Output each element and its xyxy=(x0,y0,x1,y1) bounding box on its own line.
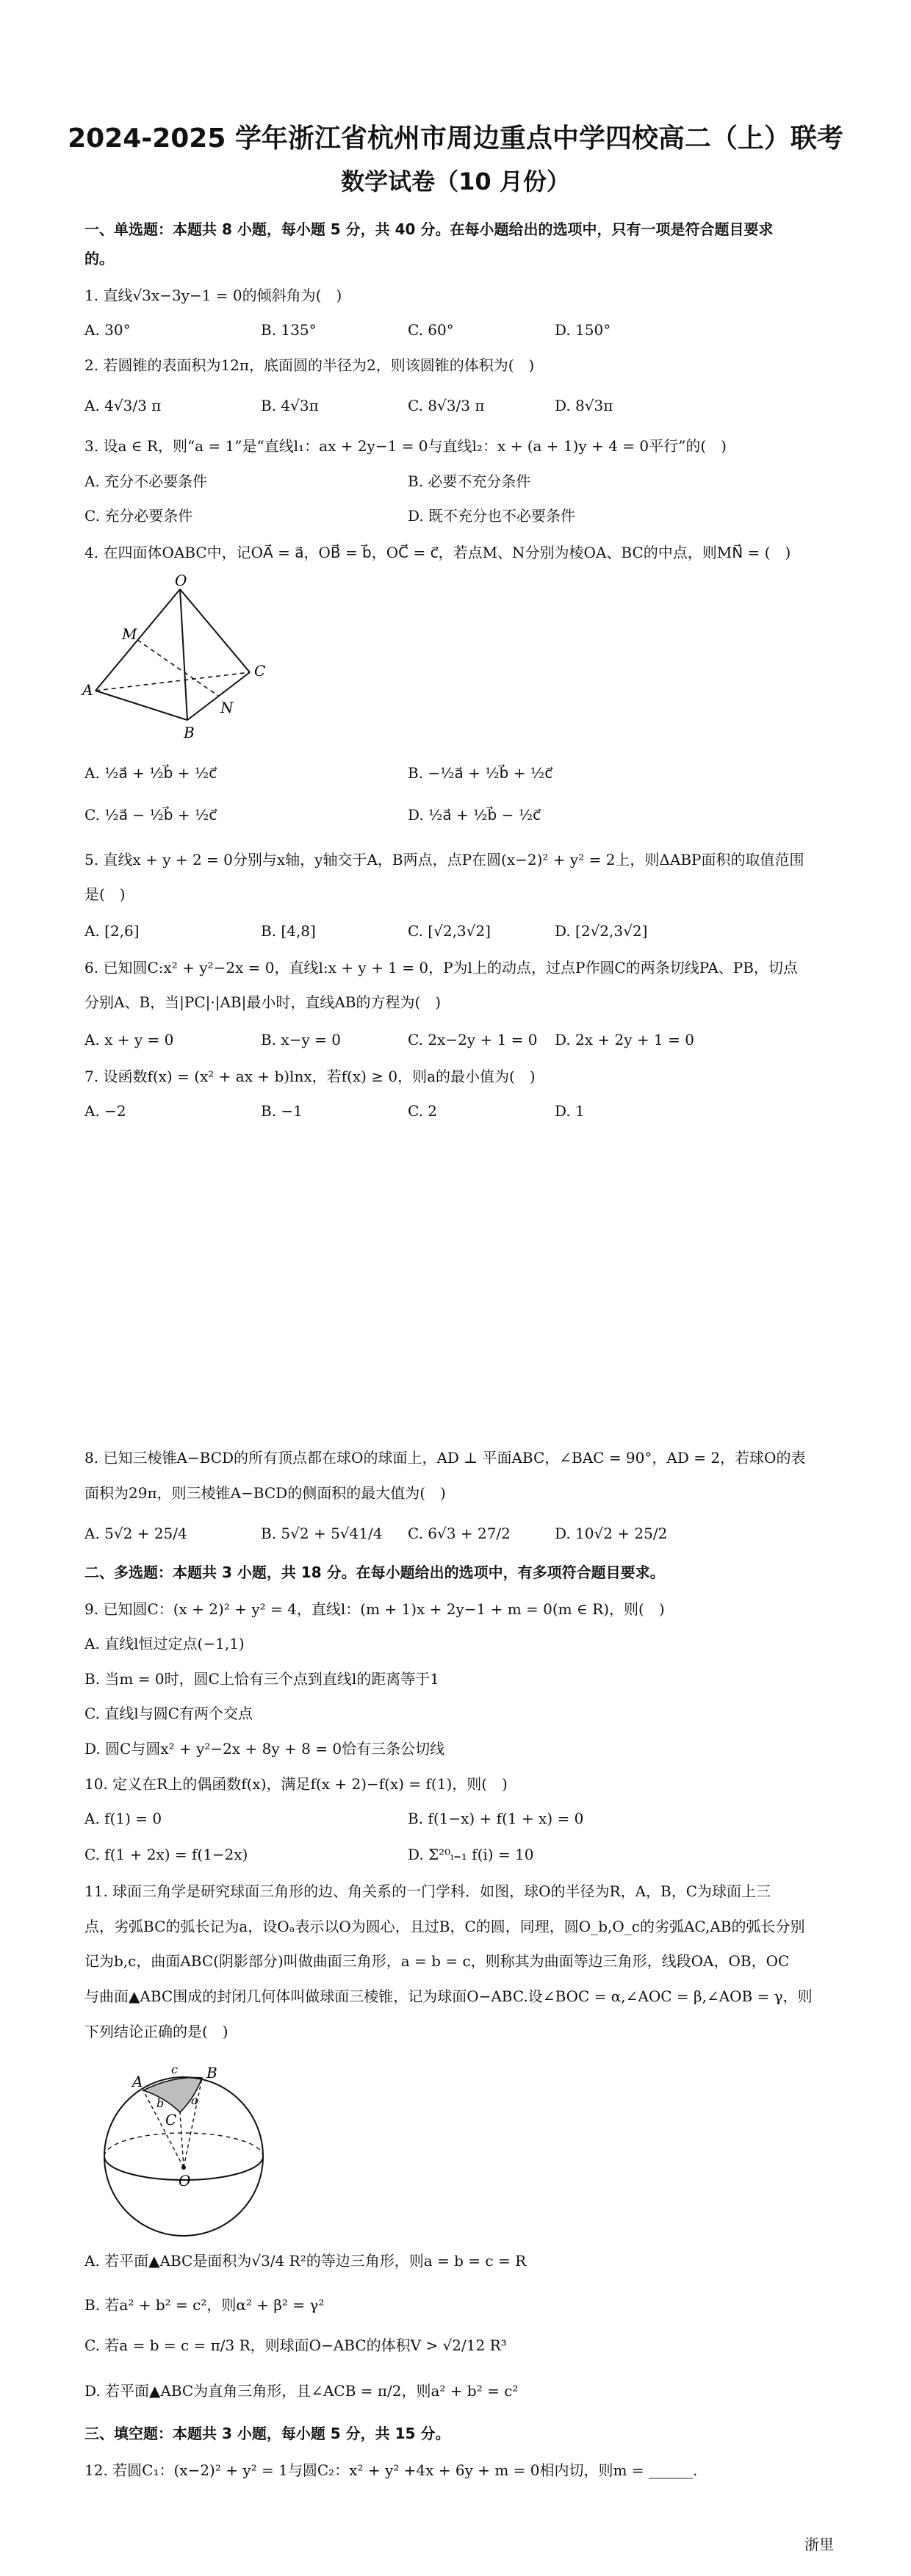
q11-stem-l5: 下列结论正确的是( ) xyxy=(84,2023,228,2040)
fig-label-o: O xyxy=(179,2172,191,2190)
q6-option-d: D. 2x + 2y + 1 = 0 xyxy=(555,1031,694,1048)
section1-heading-cont: 的。 xyxy=(84,250,114,267)
section3-heading: 三、填空题：本题共 3 小题，每小题 5 分，共 15 分。 xyxy=(84,2425,450,2442)
fig-label-a: A xyxy=(132,2073,143,2090)
q5-option-b: B. [4,8] xyxy=(261,922,316,940)
q6-option-b: B. x−y = 0 xyxy=(261,1031,341,1048)
q5-stem-cont: 是( ) xyxy=(84,885,126,903)
q2-option-a: A. 4√3/3 π xyxy=(84,397,162,414)
q11-stem-l2: 点，劣弧BC的弧长记为a，设Oₐ表示以O为圆心，且过B，C的圆，同理，圆O_b,O_c的劣弧AC,AB的弧长分别 xyxy=(84,1918,805,1935)
q3-stem: 3. 设a ∈ R，则“a = 1”是“直线l₁：ax + 2y−1 = 0与直线l₂：x + (a + 1)y + 4 = 0平行”的( ) xyxy=(84,437,727,455)
q7-option-d: D. 1 xyxy=(555,1102,585,1120)
q1-option-d: D. 150° xyxy=(555,321,611,339)
q9-stem: 9. 已知圆C：(x + 2)² + y² = 4，直线l：(m + 1)x + 2y−1 + m = 0(m ∈ R)，则( ) xyxy=(84,1600,665,1618)
q4-stem: 4. 在四面体OABC中，记OA⃗ = a⃗，OB⃗ = b⃗，OC⃗ = c⃗，若点M、N分别为棱OA、BC的中点，则MN⃗ = ( ) xyxy=(84,544,791,561)
q4-option-d: D. ½a⃗ + ½b⃗ − ½c⃗ xyxy=(408,806,541,824)
fig-arc-b: b xyxy=(156,2096,165,2110)
q1-option-a: A. 30° xyxy=(84,321,131,339)
q11-option-b: B. 若a² + b² = c²，则α² + β² = γ² xyxy=(84,2296,325,2314)
q10-option-a: A. f(1) = 0 xyxy=(84,1810,162,1827)
q12-stem: 12. 若圆C₁：(x−2)² + y² = 1与圆C₂：x² + y² +4x + 6y + m = 0相内切，则m = ______. xyxy=(84,2461,698,2479)
fig-arc-c: c xyxy=(171,2062,178,2076)
q3-option-c: C. 充分必要条件 xyxy=(84,507,193,525)
q5-option-a: A. [2,6] xyxy=(84,922,140,940)
q2-stem: 2. 若圆锥的表面积为12π，底面圆的半径为2，则该圆锥的体积为( ) xyxy=(84,356,535,374)
q5-option-c: C. [√2,3√2] xyxy=(408,922,491,940)
q4-option-c: C. ½a⃗ − ½b⃗ + ½c⃗ xyxy=(84,806,217,824)
fig-label-c: C xyxy=(254,662,266,680)
q5-option-d: D. [2√2,3√2] xyxy=(555,922,648,940)
q3-option-b: B. 必要不充分条件 xyxy=(408,472,531,490)
exam-subtitle: 数学试卷（10 月份） xyxy=(341,168,570,195)
q7-option-a: A. −2 xyxy=(84,1102,126,1120)
q4-option-a: A. ½a⃗ + ½b⃗ + ½c⃗ xyxy=(84,764,217,782)
q8-stem-cont: 面积为29π，则三棱锥A−BCD的侧面积的最大值为( ) xyxy=(84,1484,446,1502)
fig-label-n: N xyxy=(220,699,234,716)
exam-title: 2024-2025 学年浙江省杭州市周边重点中学四校高二（上）联考 xyxy=(68,123,843,154)
q11-option-a: A. 若平面▲ABC是面积为√3/4 R²的等边三角形，则a = b = c = R xyxy=(84,2252,527,2270)
q10-option-d: D. Σ²⁰ᵢ₌₁ f(i) = 10 xyxy=(408,1846,534,1863)
q8-option-c: C. 6√3 + 27/2 xyxy=(408,1525,511,1542)
q7-stem: 7. 设函数f(x) = (x² + ax + b)lnx，若f(x) ≥ 0，则a的最小值为( ) xyxy=(84,1068,536,1085)
q10-stem: 10. 定义在R上的偶函数f(x)，满足f(x + 2)−f(x) = f(1)，则( ) xyxy=(84,1775,508,1793)
q8-stem: 8. 已知三棱锥A−BCD的所有顶点都在球O的球面上，AD ⊥ 平面ABC，∠BAC = 90°，AD = 2，若球O的表 xyxy=(84,1449,806,1467)
q11-option-d: D. 若平面▲ABC为直角三角形，且∠ACB = π/2，则a² + b² = c² xyxy=(84,2382,519,2400)
q9-option-c: C. 直线l与圆C有两个交点 xyxy=(84,1705,253,1722)
q4-option-b: B. −½a⃗ + ½b⃗ + ½c⃗ xyxy=(408,764,553,782)
q3-option-d: D. 既不充分也不必要条件 xyxy=(408,507,576,525)
q3-option-a: A. 充分不必要条件 xyxy=(84,472,208,490)
q11-stem-l4: 与曲面▲ABC围成的封闭几何体叫做球面三棱锥，记为球面O−ABC.设∠BOC = α,∠AOC = β,∠AOB = γ，则 xyxy=(84,1987,813,2005)
q10-option-c: C. f(1 + 2x) = f(1−2x) xyxy=(84,1846,248,1863)
q9-option-d: D. 圆C与圆x² + y²−2x + 8y + 8 = 0恰有三条公切线 xyxy=(84,1740,445,1757)
q1-option-c: C. 60° xyxy=(408,321,454,339)
q1-option-b: B. 135° xyxy=(261,321,317,339)
q1-stem: 1. 直线√3x−3y−1 = 0的倾斜角为( ) xyxy=(84,287,342,304)
q9-option-b: B. 当m = 0时，圆C上恰有三个点到直线l的距离等于1 xyxy=(84,1670,439,1688)
tetrahedron-figure xyxy=(81,573,279,746)
q6-option-c: C. 2x−2y + 1 = 0 xyxy=(408,1031,538,1048)
fig-label-a: A xyxy=(82,681,93,699)
fig-label-b: B xyxy=(184,724,195,741)
q11-stem: 11. 球面三角学是研究球面三角形的边、角关系的一门学科．如图，球O的半径为R，A，B，C为球面上三 xyxy=(84,1882,771,1900)
q2-option-c: C. 8√3/3 π xyxy=(408,397,485,414)
q7-option-c: C. 2 xyxy=(408,1102,438,1120)
q5-stem: 5. 直线x + y + 2 = 0分别与x轴，y轴交于A，B两点，点P在圆(x−2)² + y² = 2上，则ΔABP面积的取值范围 xyxy=(84,851,804,868)
q2-option-b: B. 4√3π xyxy=(261,397,319,414)
q9-option-a: A. 直线l恒过定点(−1,1) xyxy=(84,1635,245,1652)
q6-stem: 6. 已知圆C:x² + y²−2x = 0，直线l:x + y + 1 = 0，P为l上的动点，过点P作圆C的两条切线PA、PB，切点 xyxy=(84,959,798,976)
q2-option-d: D. 8√3π xyxy=(555,397,613,414)
fig-label-b: B xyxy=(206,2064,217,2082)
q8-option-b: B. 5√2 + 5√41/4 xyxy=(261,1525,383,1542)
fig-label-m: M xyxy=(122,625,137,643)
sphere-figure xyxy=(92,2057,283,2237)
fig-label-o: O xyxy=(175,573,187,589)
fig-arc-a: a xyxy=(191,2093,198,2107)
fig-label-c: C xyxy=(165,2111,177,2129)
q6-option-a: A. x + y = 0 xyxy=(84,1031,174,1048)
q11-stem-l3: 记为b,c，曲面ABC(阴影部分)叫做曲面三角形，a = b = c，则称其为曲面等边三角形，线段OA，OB，OC xyxy=(84,1952,790,1970)
section2-heading: 二、多选题：本题共 3 小题，共 18 分。在每小题给出的选项中，有多项符合题目要求。 xyxy=(84,1564,665,1581)
q8-option-d: D. 10√2 + 25/2 xyxy=(555,1525,668,1542)
q6-stem-cont: 分别A、B，当|PC|·|AB|最小时，直线AB的方程为( ) xyxy=(84,993,442,1011)
q8-option-a: A. 5√2 + 25/4 xyxy=(84,1525,187,1542)
q7-option-b: B. −1 xyxy=(261,1102,303,1120)
section1-heading: 一、单选题：本题共 8 小题，每小题 5 分，共 40 分。在每小题给出的选项中，只有一项是符合题目要求 xyxy=(84,220,774,238)
q11-option-c: C. 若a = b = c = π/3 R，则球面O−ABC的体积V > √2/12 R³ xyxy=(84,2336,507,2354)
page-footer: 浙里 xyxy=(804,2536,834,2553)
q10-option-b: B. f(1−x) + f(1 + x) = 0 xyxy=(408,1810,584,1827)
